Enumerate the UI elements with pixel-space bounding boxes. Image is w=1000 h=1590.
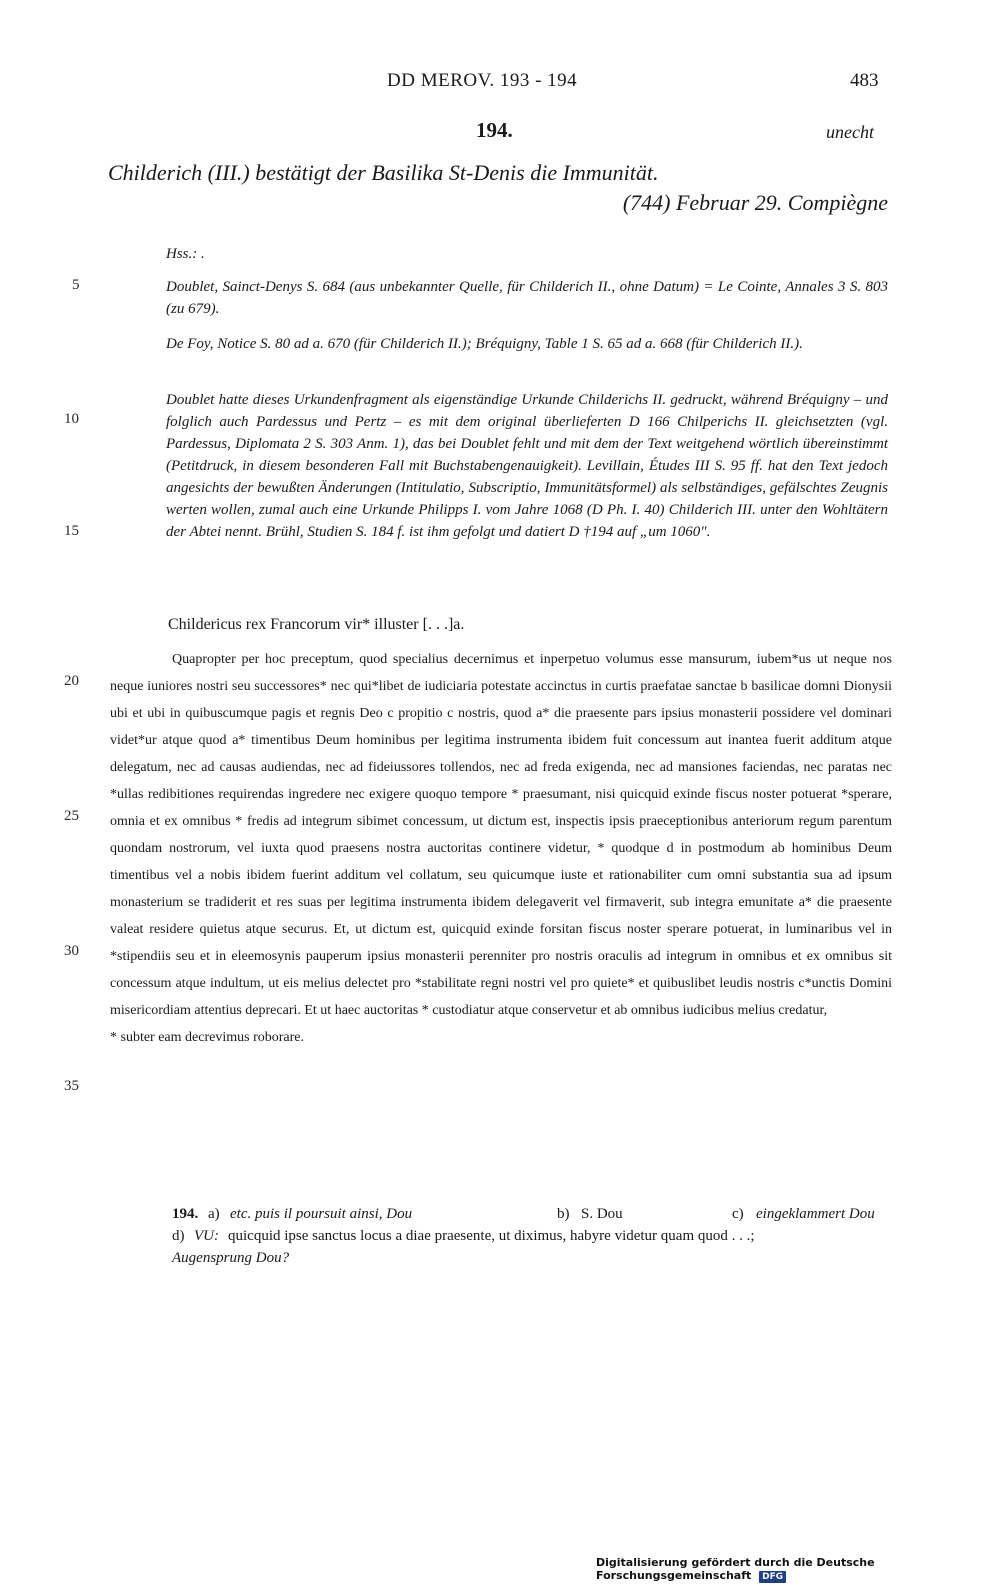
running-head-title: DD MEROV. 193 - 194 [387, 70, 578, 91]
footnote-row [172, 1225, 892, 1247]
line-number: 10 [64, 411, 79, 427]
line-number: 5 [72, 277, 80, 293]
footnote-d: quicquid ipse sanctus locus a diae praesente, ut diximus, habyre videtur quam quod . . .; [228, 1228, 755, 1244]
print-reference-b: De Foy, Notice S. 80 ad a. 670 (für Childerich II.); Bréquigny, Table 1 S. 65 ad a. 668 (für Childerich II.). [166, 336, 803, 352]
footnote-row [172, 1203, 892, 1225]
manuscript-list: Hss.: . [166, 246, 205, 262]
document-status: unecht [826, 122, 874, 142]
regest-text: Childerich (III.) bestätigt der Basilika St-Denis die Immunität. [108, 160, 659, 185]
footnote-row [172, 1247, 892, 1269]
charter-text [110, 646, 892, 1051]
running-head [0, 70, 1000, 100]
footnote-c-label: c) [732, 1206, 744, 1222]
footnote-c: eingeklammert Dou [756, 1206, 875, 1222]
date-place: (744) Februar 29. Compiègne [622, 190, 888, 215]
line-number: 30 [64, 943, 79, 959]
page-number: 483 [850, 70, 879, 91]
charter-body: Quapropter per hoc preceptum, quod specialius decernimus et inperpetuo volumus esse mansurum, iubem*us ut neque nos neque iuniores nostri seu successores* nec qui*libet de iudiciaria potestate accinctus in curtis praefatae sanctae b basilicae domni Dionysii ubi et ubi in quibuscumque pagis et regnis Deo c propitio c nostris, quod a* die praesente pars ipsius monasterii possidere vel dominari videt*ur atque quod a* timentibus Deum hominibus per legitima instrumenta ibidem fuit concessum aut inantea fuerit additum atque delegatum, nec ad causas audiendas, nec ad fideiussores tollendos, nec ad freda exigenda, nec ad mansiones faciendas, nec paratas nec *ullas redibitiones requirendas ingredere nec exigere quoquo tempore * praesumant, nisi quicquid exinde fiscus noster potuerat *sperare, omnia et ex omnibus * fredis ad integrum sibimet concessum, ut dictum est, inspectis ipsis praeceptionibus anteriorum regum parentum quondam nostrorum, vel iuxta quod praesens nostra auctoritas continere videtur, * quodque d in postmodum ab hominibus Deum timentibus vel a nobis ibidem fuerint additum vel collatum, seu quicumque iuste et rationabiliter cum omni substantia sua ad ipsum monasterium se tradiderit et res suas per legitima instrumenta ibidem delegaverit vel firmaverit, sub integra emunitate a* die praesente valeat residere quietus atque securus. Et, ut dictum est, quicquid exinde forsitan fiscus noster sperare potuerat, in luminaribus vel in *stipendiis seu et in eleemosynis pauperum ipsius monasterii perenniter pro nostris oraculis ad integrum in omnibus et ex omnibus sit concessum atque indultum, ut eis melius delectet pro *stabilitate regni nostri vel pro quiete* et quibuslibet leudis nostris c*unctis Domini misericordiam attentius deprecari. Et ut haec auctoritas * custodiatur atque conservetur et ab omnibus iudicibus melius credatur, [110, 652, 892, 1018]
line-number: 15 [64, 523, 79, 539]
editorial-commentary: Doublet hatte dieses Urkundenfragment als eigenständige Urkunde Childerichs II. gedruckt, während Bréquigny – und folglich auch Pardessus und Pertz – es mit dem original überlieferten D 166 Chilperichs II. gleichsetzten (vgl. Pardessus, Diplomata 2 S. 303 Anm. 1), das bei Doublet fehlt und mit dem der Text weitgehend wörtlich übereinstimmt (Petitdruck, in diesem besonderen Fall mit Buchstabengenauigkeit). Levillain, Études III S. 95 ff. hat den Text jedoch angesichts der bewußten Änderungen (Intitulatio, Subscriptio, Immunitätsformel) als selbständiges, gefälschtes Zeugnis werten wollen, zumal auch eine Urkunde Philipps I. vom Jahre 1068 (D Ph. I. 40) Childerich III. unter den Wohltätern der Abtei nennt. Brühl, Studien S. 184 f. ist ihm gefolgt und datiert D †194 auf „um 1060". [166, 392, 888, 540]
footnote-d-siglum: VU: [194, 1228, 219, 1244]
footnote-a-label: a) [208, 1206, 220, 1222]
line-number: 35 [64, 1078, 79, 1094]
line-number: 20 [64, 673, 79, 689]
charter-protocol: Childericus rex Francorum vir* illuster [. . .]a. [168, 616, 465, 633]
footnote-doc-number: 194. [172, 1206, 199, 1222]
line-number: 25 [64, 808, 79, 824]
footnote-a: etc. puis il poursuit ainsi, Dou [230, 1206, 413, 1222]
funding-note-text: Digitalisierung gefördert durch die Deutsche Forschungsgemeinschaft [596, 1556, 875, 1582]
charter-corroboration: * subter eam decrevimus roborare. [110, 1030, 304, 1045]
footnote-b-label: b) [557, 1206, 570, 1222]
dfg-logo: DFG [759, 1571, 786, 1583]
funding-note [596, 1556, 1000, 1583]
regest [108, 158, 888, 218]
footnote-b: S. Dou [581, 1206, 623, 1222]
document-number: 194. [476, 118, 513, 142]
print-reference-a: Doublet, Sainct-Denys S. 684 (aus unbekannter Quelle, für Childerich II., ohne Datum) = Le Cointe, Annales 3 S. 803 (zu 679). [166, 279, 888, 317]
footnotes [172, 1203, 892, 1269]
footnote-d-continued: Augensprung Dou? [172, 1250, 290, 1266]
footnote-d-label: d) [172, 1228, 185, 1244]
